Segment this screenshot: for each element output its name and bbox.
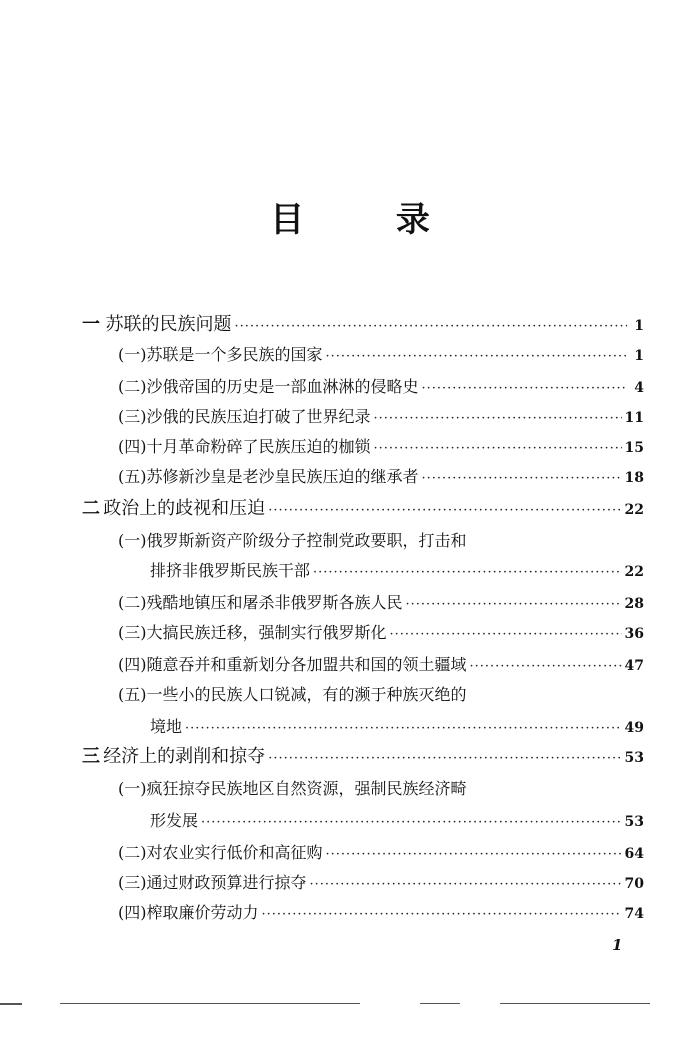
toc-entry-title: (三)大搞民族迁移，强制实行俄罗斯化 [118,623,387,642]
toc-page-number: 47 [624,658,644,674]
toc-leader-dots [422,468,622,490]
toc-entry [150,716,644,740]
toc-entry [118,344,644,368]
toc-leader-dots [185,718,622,740]
toc-page-number: 11 [624,410,644,426]
toc-entry [118,902,644,926]
toc-leader-dots [201,812,622,834]
toc-entry-title: 经济上的剥削和掠夺 [103,746,266,767]
toc-leader-dots [406,594,622,616]
toc-entry-title: (三)通过财政预算进行掠夺 [118,873,307,892]
toc-entry [150,810,644,834]
toc-entry-title: (二)残酷地镇压和屠杀非俄罗斯各族人民 [118,593,403,612]
toc-entry-title: (一)俄罗斯新资产阶级分子控制党政要职，打击和 [118,531,467,550]
toc-leader-dots [268,500,621,522]
toc-chapter-number: 一 [82,314,100,335]
toc-entry [118,622,644,646]
toc-entry-title: (五)一些小的民族人口锐减，有的濒于种族灭绝的 [118,685,467,704]
toc-entry [82,498,644,522]
toc-entry-title: (二)对农业实行低价和高征购 [118,843,323,862]
toc-page-number: 53 [624,814,644,830]
toc-leader-dots [470,656,622,678]
toc-page-number: 36 [624,626,644,642]
scan-artifact-line [0,1003,22,1005]
toc-page-number: 70 [624,876,644,892]
toc-leader-dots [310,874,622,896]
toc-entry-title: (五)苏修新沙皇是老沙皇民族压迫的继承者 [118,467,419,486]
toc-page-number: 1 [634,318,644,334]
toc-page-number: 22 [624,502,644,518]
toc-page-number: 64 [624,846,644,862]
toc-leader-dots [326,844,622,866]
toc-page-number: 22 [624,564,644,580]
toc-entry-title: 境地 [150,717,183,736]
scan-artifact-line [420,1003,460,1004]
toc-entry [118,406,644,430]
toc-leader-dots [390,624,622,646]
footer-page-number: 1 [612,936,623,954]
scan-artifact-line [500,1003,650,1004]
toc-leader-dots [326,346,628,368]
toc-entry-title: (二)沙俄帝国的历史是一部血淋淋的侵略史 [118,377,419,396]
toc-leader-dots [268,748,621,770]
toc-page-number: 49 [624,720,644,736]
toc-entry-title: (一)疯狂掠夺民族地区自然资源，强制民族经济畸 [118,779,467,798]
toc-leader-dots [374,408,622,430]
toc-page-number: 53 [624,750,644,766]
toc-entry-title: (四)随意吞并和重新划分各加盟共和国的领土疆域 [118,655,467,674]
toc-page-number: 1 [634,348,644,364]
toc-entry [118,376,644,400]
toc-page-number: 74 [624,906,644,922]
toc-entry [118,654,644,678]
toc-entry [118,872,644,896]
toc-entry [118,466,644,490]
toc-leader-dots [374,438,622,460]
toc-entry [150,560,644,584]
toc-leader-dots [422,378,628,400]
toc-page-number: 18 [624,470,644,486]
page-title: 目 录 [270,200,470,240]
toc-entry [118,842,644,866]
toc-entry-title: (一)苏联是一个多民族的国家 [118,345,323,364]
toc-page-number: 4 [634,380,644,396]
scan-artifact-line [60,1003,360,1004]
toc-chapter-number: 二 [82,498,100,519]
toc-entry [118,530,644,552]
toc-entry-title: (四)十月革命粉碎了民族压迫的枷锁 [118,437,371,456]
toc-entry [118,684,644,706]
toc-entry [118,592,644,616]
toc-page-number: 15 [624,440,644,456]
toc-leader-dots [235,316,627,338]
toc-entry-title: (四)榨取廉价劳动力 [118,903,259,922]
toc-entry-title: 政治上的歧视和压迫 [103,498,266,519]
toc-entry [82,746,644,770]
toc-leader-dots [313,562,622,584]
toc-page-number: 28 [624,596,644,612]
toc-leader-dots [262,904,622,926]
toc-chapter-number: 三 [82,746,100,767]
toc-entry-title: 排挤非俄罗斯民族干部 [150,561,311,580]
toc-entry [118,778,644,800]
toc-entry [82,314,644,338]
toc-entry-title: 苏联的民族问题 [105,314,232,335]
toc-entry-title: 形发展 [150,811,199,830]
toc-entry [118,436,644,460]
toc-entry-title: (三)沙俄的民族压迫打破了世界纪录 [118,407,371,426]
